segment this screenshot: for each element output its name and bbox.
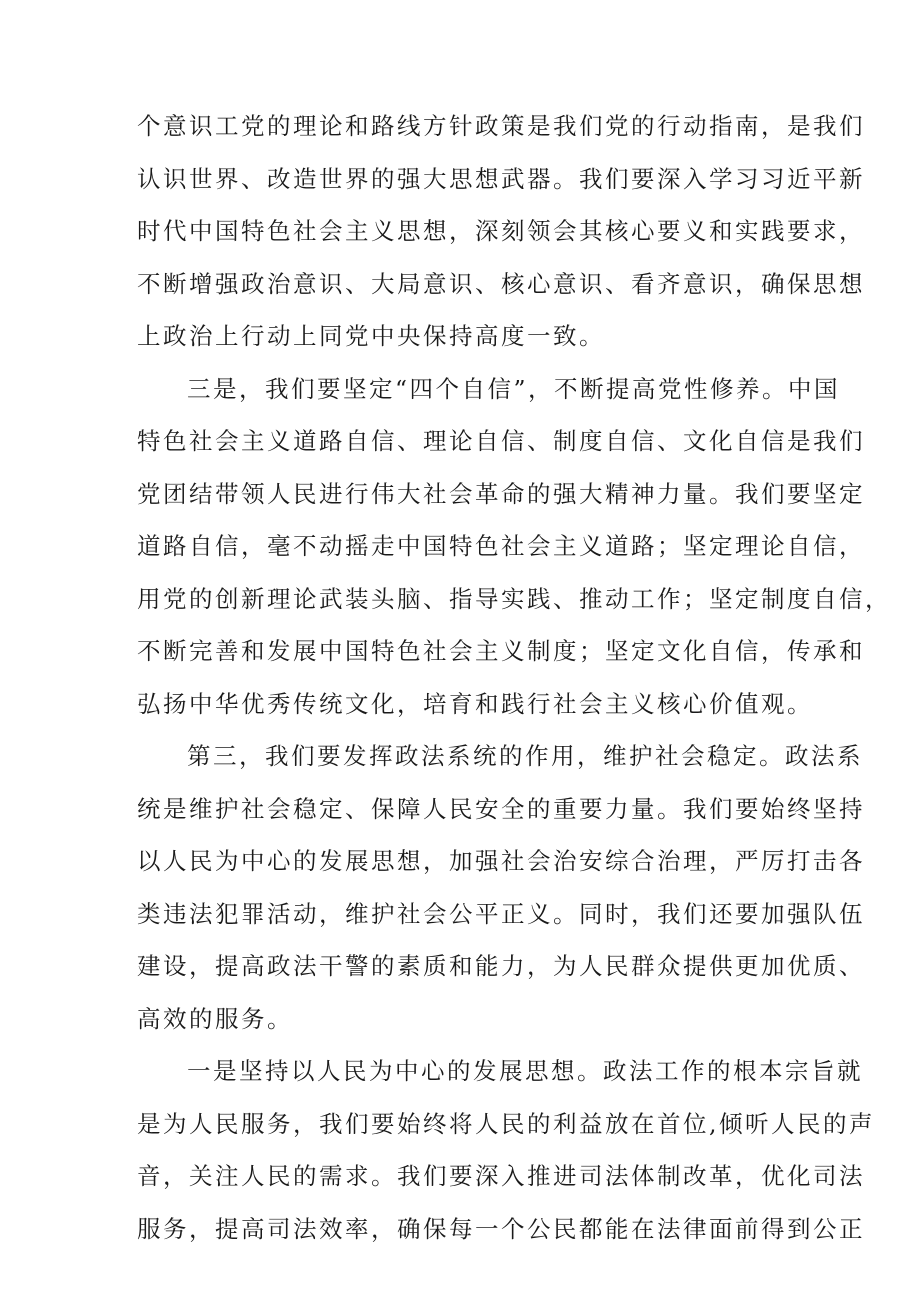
text-line: 道路自信，毫不动摇走中国特色社会主义道路；坚定理论自信， [137, 532, 865, 560]
text-line: 特色社会主义道路自信、理论自信、制度自信、文化自信是我们 [137, 427, 865, 455]
text-line: 第三，我们要发挥政法系统的作用，维护社会稳定。政法系 [187, 742, 863, 770]
text-line: 建设，提高政法干警的素质和能力，为人民群众提供更加优质、 [137, 952, 865, 980]
text-line: 党团结带领人民进行伟大社会革命的强大精神力量。我们要坚定 [137, 479, 865, 508]
text-line: 认识世界、改造世界的强大思想武器。我们要深入学习习近平新 [137, 164, 865, 193]
text-line: 音，关注人民的需求。我们要深入推进司法体制改革，优化司法 [137, 1162, 865, 1190]
text-line: 用党的创新理论武装头脑、指导实践、推动工作；坚定制度自信， [137, 584, 891, 613]
text-line: 以人民为中心的发展思想，加强社会治安综合治理，严厉打击各 [137, 847, 865, 875]
text-line: 三是，我们要坚定“四个自信”，不断提高党性修养。中国 [187, 374, 841, 403]
text-line: 统是维护社会稳定、保障人民安全的重要力量。我们要始终坚持 [137, 794, 865, 823]
text-line: 不断增强政治意识、大局意识、核心意识、看齐意识，确保思想 [137, 269, 865, 298]
text-line: 高效的服务。 [137, 1004, 293, 1033]
text-line: 弘扬中华优秀传统文化，培育和践行社会主义核心价值观。 [137, 689, 813, 718]
text-line: 不断完善和发展中国特色社会主义制度；坚定文化自信，传承和 [137, 637, 865, 665]
text-line: 类违法犯罪活动，维护社会公平正义。同时，我们还要加强队伍 [137, 899, 865, 928]
text-line: 服务，提高司法效率，确保每一个公民都能在法律面前得到公正 [137, 1214, 865, 1243]
text-line: 是为人民服务，我们要始终将人民的利益放在首位,倾听人民的声 [137, 1109, 875, 1138]
paragraph-3 [137, 730, 865, 1045]
paragraph-4 [137, 1045, 875, 1255]
text-line: 时代中国特色社会主义思想，深刻领会其核心要义和实践要求， [137, 217, 865, 245]
text-line: 个意识工党的理论和路线方针政策是我们党的行动指南，是我们 [137, 112, 865, 140]
body-text [137, 100, 891, 1255]
paragraph-1 [137, 100, 865, 363]
text-line: 一是坚持以人民为中心的发展思想。政法工作的根本宗旨就 [187, 1057, 863, 1085]
text-line: 上政治上行动上同党中央保持高度一致。 [137, 322, 605, 350]
paragraph-2 [137, 363, 891, 731]
